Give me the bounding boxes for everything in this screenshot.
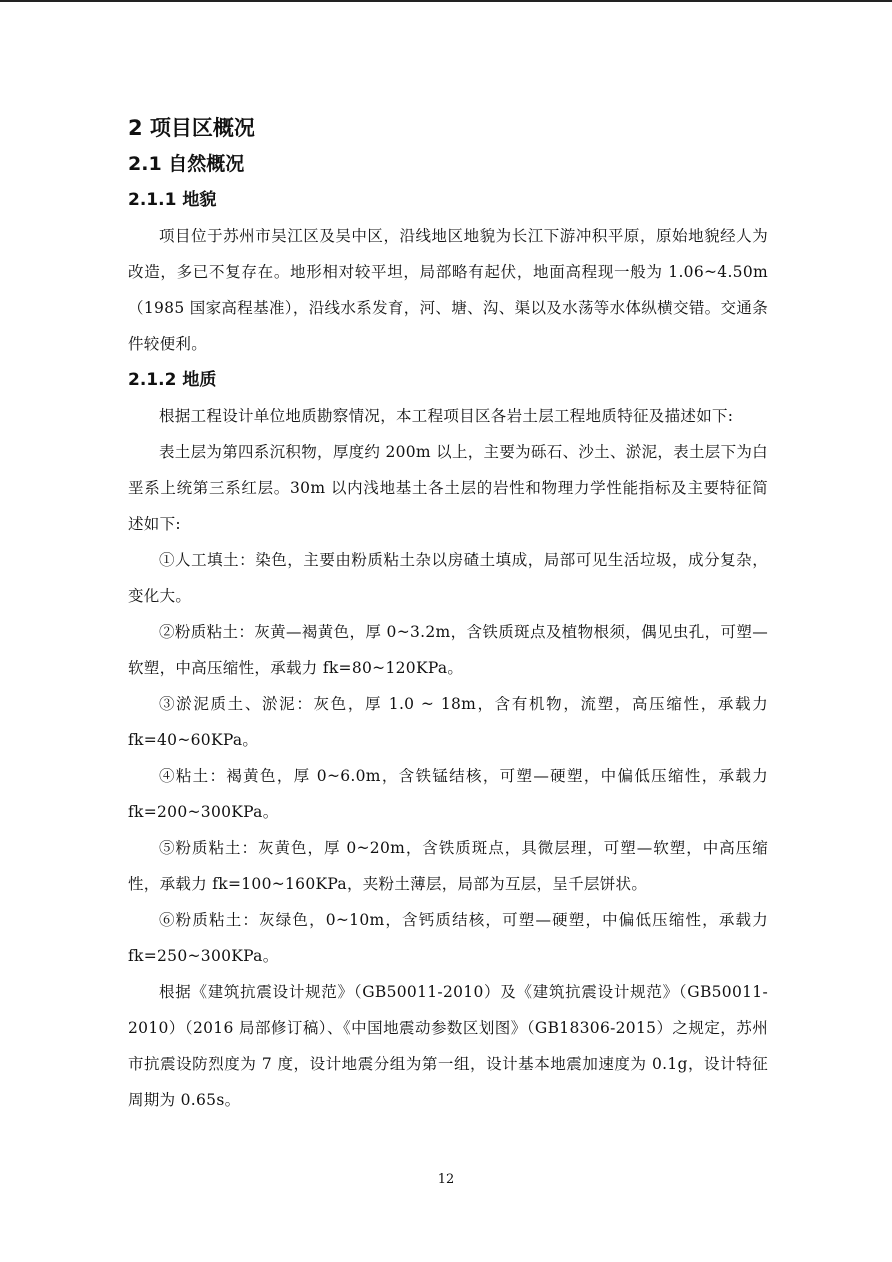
top-border-line [0, 0, 892, 2]
geology-paragraph-topsoil: 表土层为第四系沉积物，厚度约 200m 以上，主要为砾石、沙土、淤泥，表土层下为白垩系上统第三系红层。30m 以内浅地基土各土层的岩性和物理力学性能指标及主要特征简述如下: [128, 443, 768, 533]
section-heading-natural-overview: 2.1 自然概况 [128, 153, 245, 175]
soil-layer-6: ⑥粉质粘土：灰绿色，0~10m，含钙质结核，可塑—硬塑，中偏低压缩性，承载力 fk=250~300KPa。 [128, 911, 768, 965]
page-number: 12 [437, 1172, 455, 1187]
soil-layer-3: ③淤泥质土、淤泥：灰色，厚 1.0 ~ 18m，含有机物，流塑，高压缩性，承载力 fk=40~60KPa。 [128, 695, 768, 749]
geology-paragraph-intro: 根据工程设计单位地质勘察情况，本工程项目区各岩土层工程地质特征及描述如下: [159, 407, 734, 425]
chapter-heading: 2 项目区概况 [128, 116, 255, 140]
soil-layer-2: ②粉质粘土：灰黄—褐黄色，厚 0~3.2m，含铁质斑点及植物根须，偶见虫孔，可塑—软塑，中高压缩性，承载力 fk=80~120KPa。 [128, 623, 768, 677]
seismic-paragraph: 根据《建筑抗震设计规范》（GB50011-2010）及《建筑抗震设计规范》（GB50011-2010）（2016 局部修订稿）、《中国地震动参数区划图》（GB18306-2015）之规定，苏州市抗震设防烈度为 7 度，设计地震分组为第一组，设计基本地震加速度为 0.1g，设计特征周期为 0.65s。 [128, 983, 768, 1109]
subsection-heading-geology: 2.1.2 地质 [128, 370, 217, 390]
page-content [128, 110, 768, 1118]
subsection-heading-landform: 2.1.1 地貌 [128, 190, 217, 210]
landform-paragraph: 项目位于苏州市吴江区及吴中区，沿线地区地貌为长江下游冲积平原，原始地貌经人为改造，多已不复存在。地形相对较平坦，局部略有起伏，地面高程现一般为 1.06~4.50m（1985 国家高程基准），沿线水系发育，河、塘、沟、渠以及水荡等水体纵横交错。交通条件较便利。 [128, 227, 768, 353]
soil-layer-1: ①人工填土：染色，主要由粉质粘土杂以房碴土填成，局部可见生活垃圾，成分复杂，变化大。 [128, 551, 768, 605]
soil-layer-4: ④粘土：褐黄色，厚 0~6.0m，含铁锰结核，可塑—硬塑，中偏低压缩性，承载力 fk=200~300KPa。 [128, 767, 768, 821]
soil-layer-5: ⑤粉质粘土：灰黄色，厚 0~20m，含铁质斑点，具微层理，可塑—软塑，中高压缩性，承载力 fk=100~160KPa，夹粉土薄层，局部为互层，呈千层饼状。 [128, 839, 768, 893]
